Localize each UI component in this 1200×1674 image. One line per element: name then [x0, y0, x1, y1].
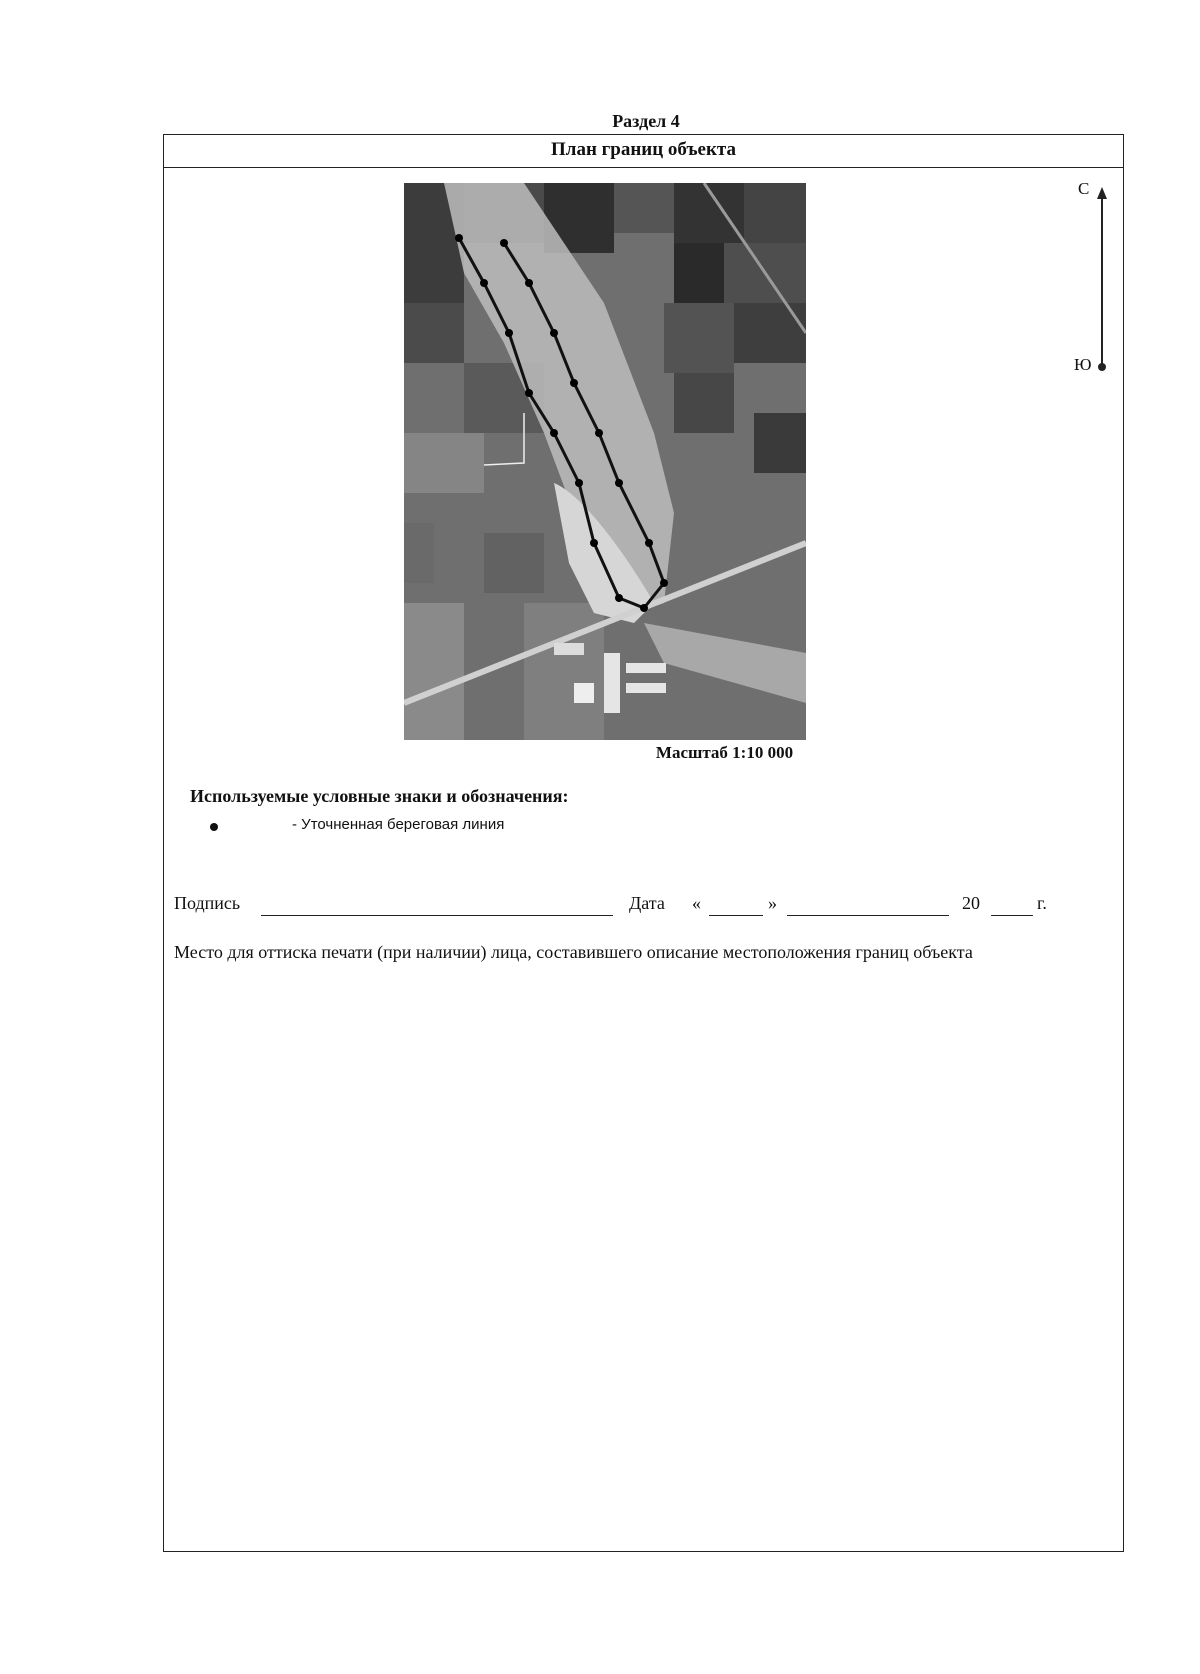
signature-row — [174, 890, 1114, 920]
date-close-quote: » — [768, 893, 777, 913]
satellite-image — [404, 183, 806, 740]
satellite-map — [404, 183, 806, 740]
south-point-icon — [1098, 363, 1106, 371]
frame-header: План границ объекта — [164, 135, 1123, 168]
north-label: С — [1078, 179, 1090, 198]
date-label: Дата — [629, 893, 665, 913]
date-day-line[interactable] — [709, 915, 763, 916]
legend-item-label: - Уточненная береговая линия — [292, 816, 505, 833]
document-frame — [163, 134, 1124, 1552]
year-suffix: г. — [1037, 893, 1047, 913]
compass-axis — [1101, 197, 1103, 365]
date-month-line[interactable] — [787, 915, 949, 916]
point-marker-icon — [210, 823, 218, 831]
date-year-line[interactable] — [991, 915, 1033, 916]
stamp-note: Место для оттиска печати (при наличии) лица, составившего описание местоположения границ объекта — [174, 942, 973, 962]
map-scale: Масштаб 1:10 000 — [655, 743, 794, 762]
date-open-quote: « — [692, 893, 701, 913]
signature-line[interactable] — [261, 915, 613, 916]
signature-label: Подпись — [174, 893, 241, 913]
year-prefix: 20 — [962, 893, 980, 913]
legend-title: Используемые условные знаки и обозначения: — [190, 786, 569, 806]
section-title: Раздел 4 — [612, 111, 680, 131]
south-label: Ю — [1074, 355, 1092, 374]
compass — [1074, 179, 1118, 375]
